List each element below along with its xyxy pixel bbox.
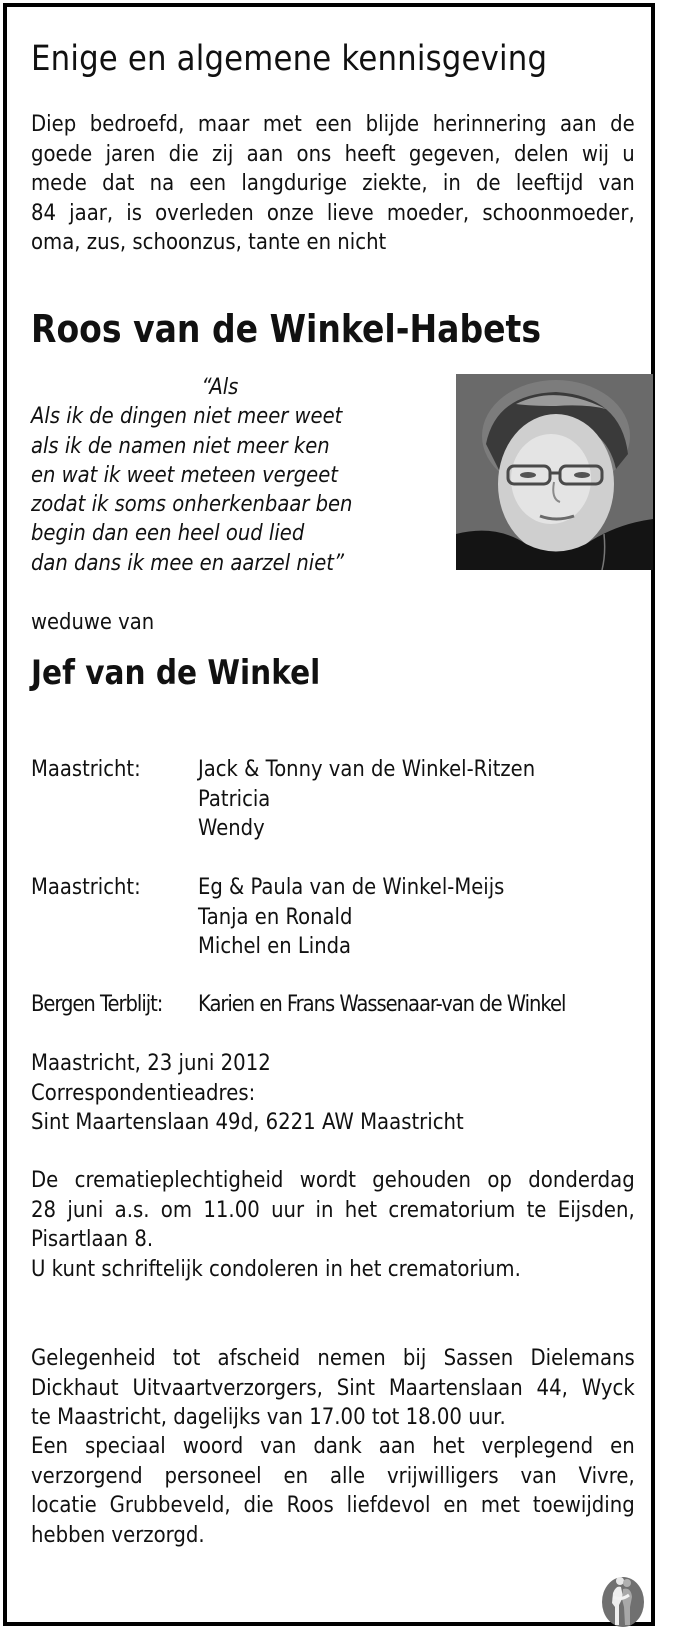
intro-line: mede dat na een langdurige ziekte, in de leeftijd van [31,170,635,196]
family-place: Maastricht: [31,874,141,900]
family-place: Maastricht: [31,756,141,782]
ceremony-line: De crematieplechtigheid wordt gehouden op donderdag [31,1167,635,1193]
farewell-line: te Maastricht, dagelijks van 17.00 tot 18.00 uur. [31,1404,506,1430]
family-member: Eg & Paula van de Winkel-Meijs [198,874,505,900]
notice-heading: Enige en algemene kennisgeving [31,39,548,79]
family-member: Patricia [198,785,271,812]
family-member: Jack & Tonny van de Winkel-Ritzen [198,756,536,782]
widow-label: weduwe van [31,609,155,635]
poem-line: als ik de namen niet meer ken [31,432,330,459]
ceremony-line: U kunt schriftelijk condoleren in het crematorium. [31,1255,521,1282]
spouse-name: Jef van de Winkel [31,653,321,693]
family-member: Tanja en Ronald [198,903,353,930]
family-place: Bergen Terblijt: [31,991,163,1017]
thanks-paragraph [31,1432,635,1550]
poem-title: “Als [201,374,239,400]
thanks-line: verzorgend personeel en alle vrijwilligers van Vivre, [31,1462,635,1489]
poem-line: en wat ik weet meteen vergeet [31,461,338,488]
family-members [198,873,504,962]
portrait-image [456,374,653,570]
family-members [198,990,565,1020]
family-member: Michel en Linda [198,933,352,959]
thanks-line: Een speciaal woord van dank aan het verplegend en [31,1433,635,1459]
portrait-photo [456,374,653,570]
deceased-name: Roos van de Winkel-Habets [31,307,542,351]
farewell-line: Dickhaut Uitvaartverzorgers, Sint Maartenslaan 44, Wyck [31,1374,635,1401]
family-member: Karien en Frans Wassenaar-van de Winkel [198,991,566,1017]
intro-paragraph [31,110,635,258]
obituary-notice [3,3,655,1626]
intro-line: 84 jaar, is overleden onze lieve moeder, schoonmoeder, [31,199,635,226]
thanks-line: hebben verzorgd. [31,1521,205,1548]
family-member: Wendy [198,815,265,841]
poem-line: Als ik de dingen niet meer weet [31,403,343,430]
thanks-line: locatie Grubbeveld, die Roos liefdevol en met toewijding [31,1492,635,1518]
ceremony-paragraph [31,1166,635,1284]
intro-line: goede jaren die zij aan ons heeft gegeven, delen wij u [31,140,635,167]
poem-line: dan dans ik mee en aarzel niet” [31,549,345,576]
embracing-figures-logo-icon [599,1575,647,1629]
ceremony-line: 28 juni a.s. om 11.00 uur in het crematorium te Eijsden, [31,1196,635,1223]
address-line: Sint Maartenslaan 49d, 6221 AW Maastricht [31,1109,464,1135]
poem-line: zodat ik soms onherkenbaar ben [31,491,353,518]
farewell-line: Gelegenheid tot afscheid nemen bij Sassen Dielemans [31,1345,635,1371]
date-and-address [31,1049,635,1138]
poem [31,373,352,578]
date-line: Maastricht, 23 juni 2012 [31,1050,271,1076]
ceremony-line: Pisartlaan 8. [31,1226,154,1252]
poem-line: begin dan een heel oud lied [31,520,305,547]
family-members [198,755,535,844]
address-label: Correspondentieadres: [31,1079,256,1106]
farewell-paragraph [31,1344,635,1433]
intro-line: oma, zus, schoonzus, tante en nicht [31,229,387,255]
intro-line: Diep bedroefd, maar met een blijde herinnering aan de [31,111,635,137]
